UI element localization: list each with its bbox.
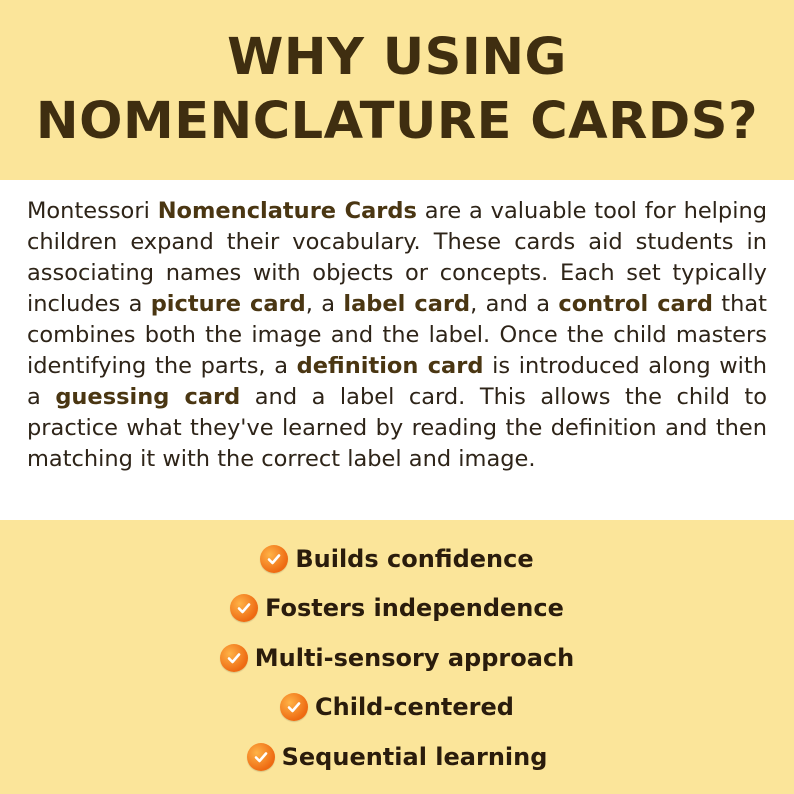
intro-text: , a (305, 291, 344, 317)
check-circle-icon (247, 743, 275, 771)
benefit-label: Child-centered (315, 693, 514, 722)
intro-text: is introduced along with a (27, 353, 767, 410)
intro-text: are a valuable tool for helping children expand their vocabulary. These cards aid students in associating names with objects or concepts. Each set typically includes a (27, 198, 768, 317)
benefits-list (0, 520, 794, 782)
benefit-label: Builds confidence (295, 544, 534, 573)
check-circle-icon (220, 644, 248, 672)
term-picture-card: picture card (150, 291, 306, 317)
benefit-item (280, 683, 514, 733)
header (0, 0, 794, 180)
benefit-item (260, 534, 533, 584)
term-control-card: control card (558, 291, 713, 317)
intro-text: and a label card. This allows the child to practice what they've learned by reading the definition and then matching it with the correct label and image. (27, 384, 767, 472)
page-title-line-1: WHY USING (227, 28, 567, 87)
page-title-line-2: NOMENCLATURE CARDS? (35, 92, 759, 151)
term-guessing-card: guessing card (55, 384, 241, 410)
check-circle-icon (230, 594, 258, 622)
benefit-item (247, 732, 548, 782)
benefit-item (220, 633, 575, 683)
check-circle-icon (260, 545, 288, 573)
benefit-item (230, 584, 564, 634)
benefit-label: Sequential learning (281, 742, 548, 771)
intro-text: Montessori (27, 198, 158, 224)
benefit-label: Fosters independence (265, 594, 564, 623)
intro-paragraph (27, 196, 767, 475)
term-nomenclature-cards: Nomenclature Cards (157, 198, 417, 224)
intro-text: , and a (470, 291, 559, 317)
term-label-card: label card (343, 291, 471, 317)
intro-text: that combines both the image and the label. Once the child masters identifying the parts, a (27, 291, 767, 379)
check-circle-icon (280, 693, 308, 721)
intro-panel (0, 180, 794, 520)
term-definition-card: definition card (296, 353, 484, 379)
benefit-label: Multi-sensory approach (254, 643, 575, 672)
